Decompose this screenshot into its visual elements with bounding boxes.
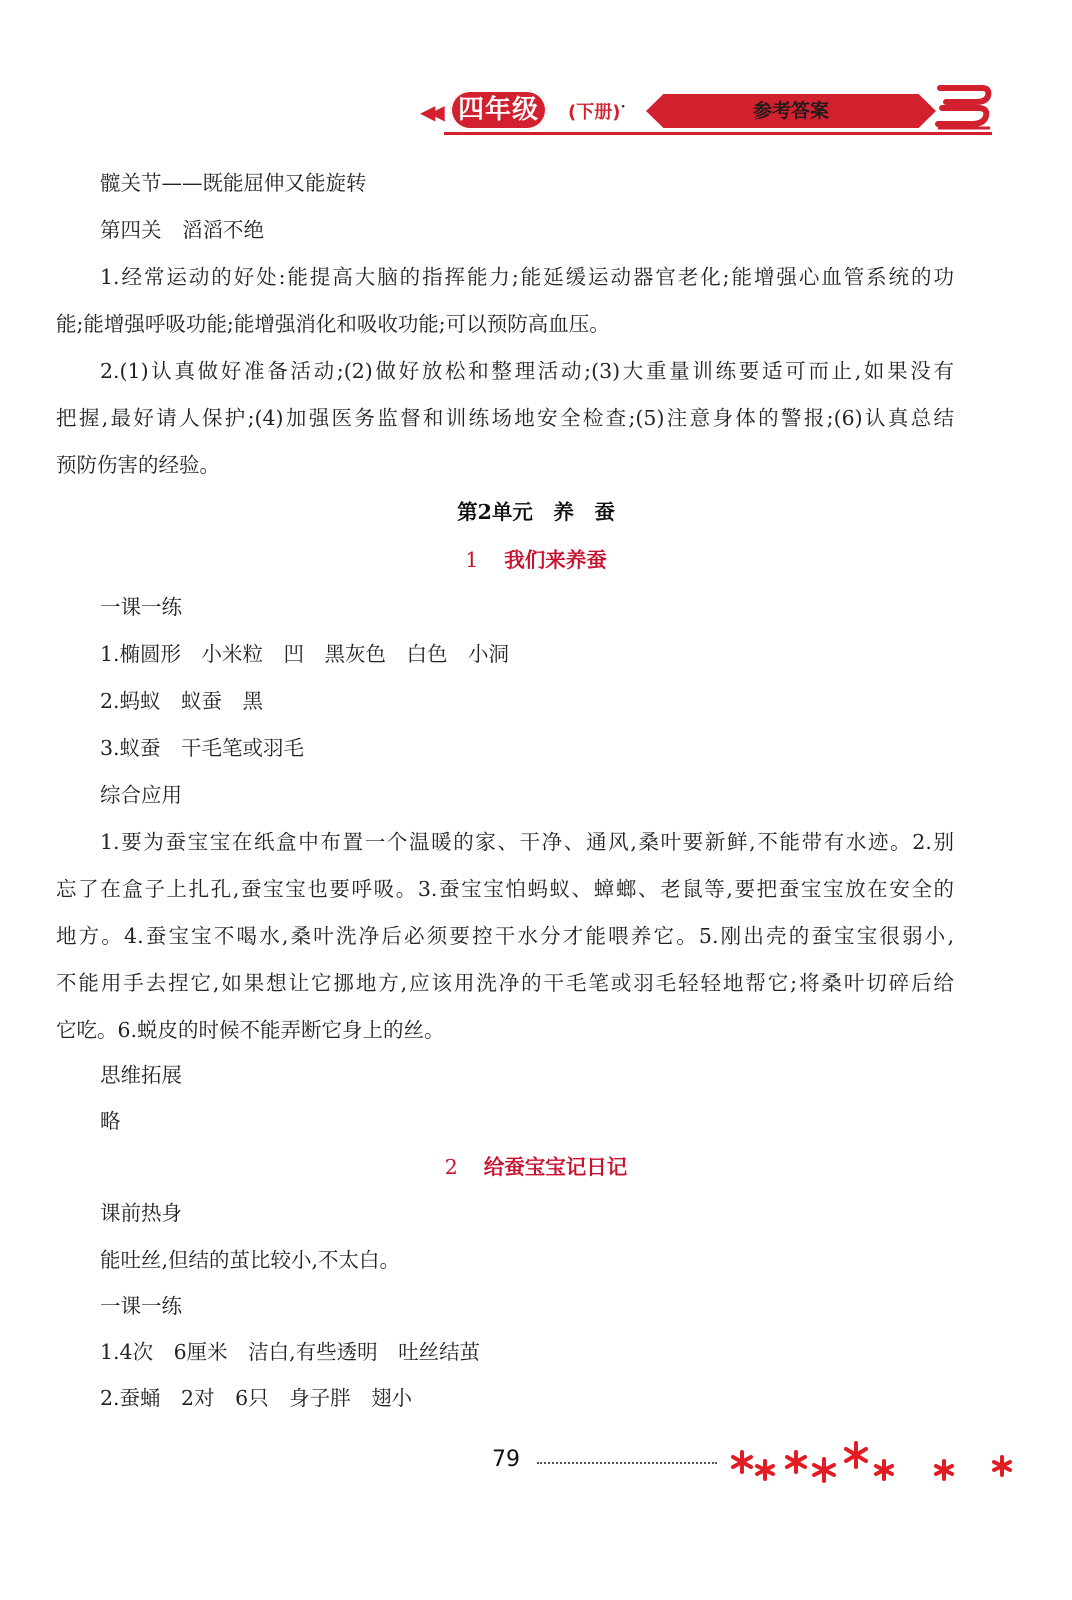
section-heading: 一课一练 <box>100 595 182 619</box>
text-line: 1.椭圆形 小米粒 凹 黑灰色 白色 小洞 <box>100 642 510 666</box>
section-heading: 一课一练 <box>100 1294 182 1318</box>
section-title: 参考答案 <box>752 100 829 122</box>
text-line: 3.蚁蚕 干毛笔或羽毛 <box>100 736 305 760</box>
section-heading: 第四关 滔滔不绝 <box>100 218 264 242</box>
text-line: 1.要为蚕宝宝在纸盒中布置一个温暖的家、干净、通风,桑叶要新鲜,不能带有水迹。2.别 <box>100 830 954 854</box>
header-rule <box>444 132 992 135</box>
footer-dotted-rule <box>537 1462 717 1464</box>
text-line: 2.蚕蛹 2对 6只 身子胖 翅小 <box>100 1386 413 1410</box>
text-line: 不能用手去捏它,如果想让它挪地方,应该用洗净的干毛笔或羽毛轻轻地帮它;将桑叶切碎后给 <box>56 971 954 995</box>
text-line: 能;能增强呼吸功能;能增强消化和吸收功能;可以预防高血压。 <box>56 312 610 336</box>
text-line: 髋关节——既能屈伸又能旋转 <box>100 171 367 195</box>
lesson-number: 1 <box>465 548 479 572</box>
grade-badge: 四年级 <box>450 90 547 130</box>
text-line: 预防伤害的经验。 <box>56 453 220 477</box>
text-line: 1.4次 6厘米 洁白,有些透明 吐丝结茧 <box>100 1340 481 1364</box>
text-line: 地方。4.蚕宝宝不喝水,桑叶洗净后必须要控干水分才能喂养它。5.刚出壳的蚕宝宝很弱小, <box>56 924 954 948</box>
unit-title: 第2单元 养 蚕 <box>457 500 615 524</box>
lesson-title <box>56 1152 1016 1182</box>
separator-dot: · <box>620 94 627 118</box>
double-left-arrow-icon: ◀◀ <box>420 100 439 124</box>
lesson-number: 2 <box>444 1155 458 1179</box>
text-line: 1.经常运动的好处:能提高大脑的指挥能力;能延缓运动器官老化;能增强心血管系统的功 <box>100 265 954 289</box>
lesson-name: 我们来养蚕 <box>504 548 607 572</box>
text-line: 略 <box>100 1109 121 1133</box>
text-line: 2.蚂蚁 蚁蚕 黑 <box>100 689 264 713</box>
volume-label: (下册) <box>568 102 621 123</box>
section-heading: 课前热身 <box>100 1201 182 1225</box>
page-number: 79 <box>492 1447 520 1472</box>
text-line: 它吃。6.蜕皮的时候不能弄断它身上的丝。 <box>56 1018 445 1042</box>
lesson-name: 给蚕宝宝记日记 <box>483 1155 628 1179</box>
section-heading: 综合应用 <box>100 783 182 807</box>
text-line: 能吐丝,但结的茧比较小,不太白。 <box>100 1248 401 1272</box>
lesson-title <box>56 545 1016 575</box>
section-banner <box>646 94 936 128</box>
section-heading: 思维拓展 <box>100 1063 182 1087</box>
page-header <box>420 88 1020 144</box>
header-logo-icon <box>932 82 992 132</box>
text-line: 把握,最好请人保护;(4)加强医务监督和训练场地安全检查;(5)注意身体的警报;(6)认真总结 <box>56 406 954 430</box>
text-line: 忘了在盒子上扎孔,蚕宝宝也要呼吸。3.蚕宝宝怕蚂蚁、蟑螂、老鼠等,要把蚕宝宝放在安全的 <box>56 877 954 901</box>
text-line: 2.(1)认真做好准备活动;(2)做好放松和整理活动;(3)大重量训练要适可而止,如果没有 <box>100 359 954 383</box>
